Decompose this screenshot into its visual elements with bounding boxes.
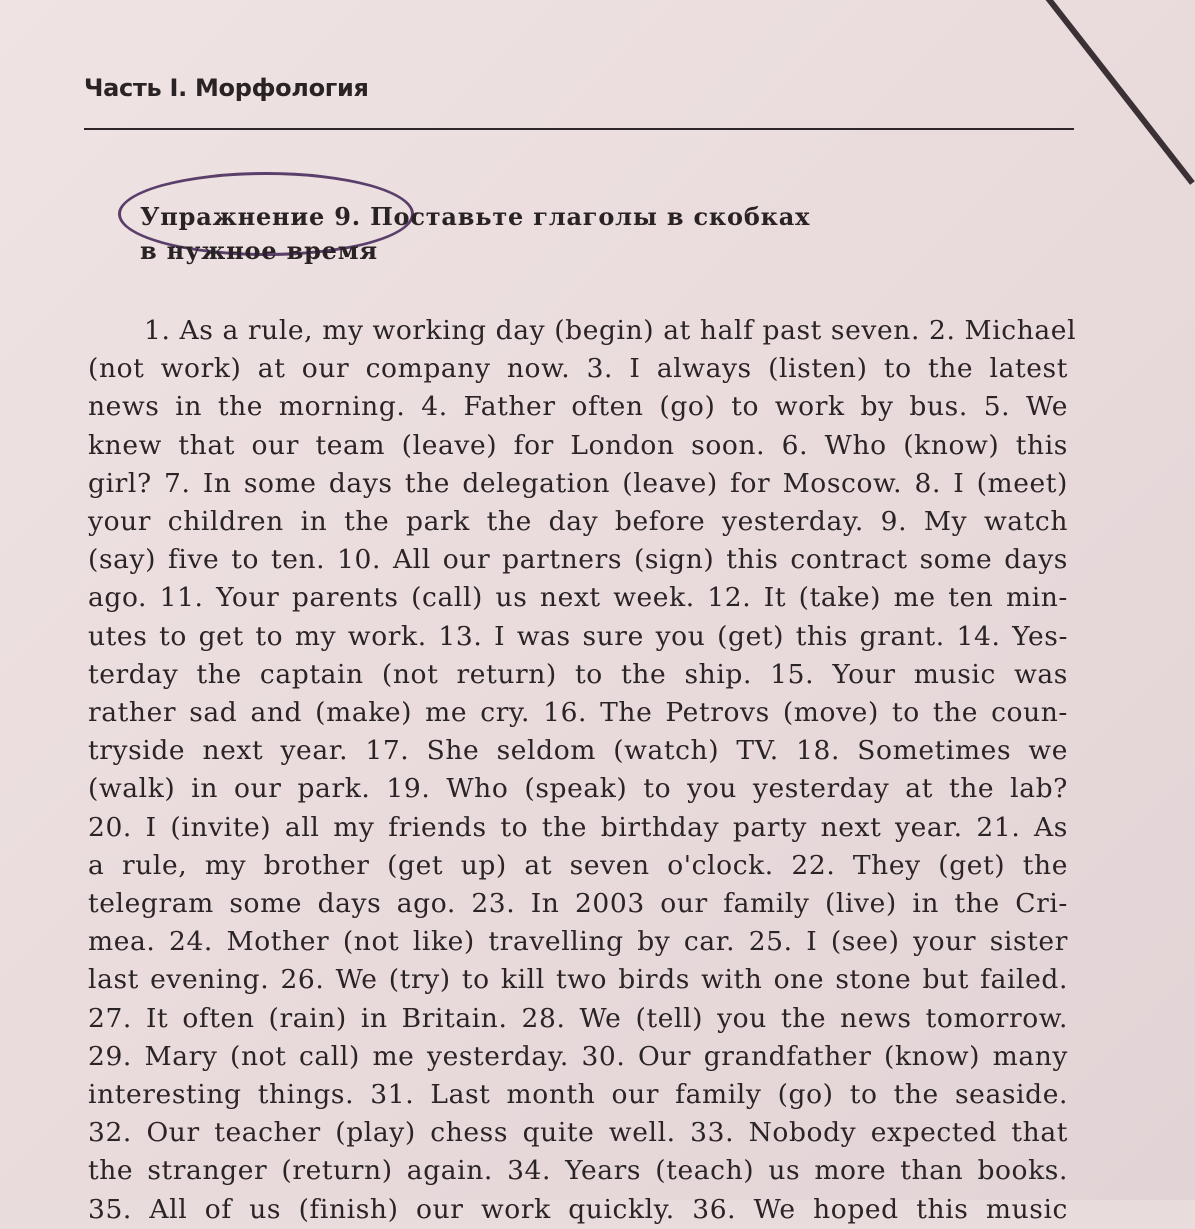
text-line: mea. 24. Mother (not like) travelling by car. 25. I (see) your sister xyxy=(88,926,1068,958)
text-line: a rule, my brother (get up) at seven o'clock. 22. They (get) the xyxy=(88,849,1068,881)
text-line: (say) five to ten. 10. All our partners (sign) this contract some days xyxy=(88,544,1068,576)
text-line: ago. 11. Your parents (call) us next week. 12. It (take) me ten min- xyxy=(88,582,1068,614)
text-line: 35. All of us (finish) our work quickly. 36. We hoped this music xyxy=(88,1193,1068,1225)
exercise-body xyxy=(88,312,1077,1229)
exercise-instruction-1: Поставьте глаголы в скобках xyxy=(370,202,811,231)
text-line: 27. It often (rain) in Britain. 28. We (tell) you the news tomorrow. xyxy=(88,1002,1068,1034)
exercise-instruction-2: в нужное время xyxy=(140,236,378,265)
running-header: Часть I. Морфология xyxy=(84,74,369,102)
text-line: the stranger (return) again. 34. Years (teach) us more than books. xyxy=(88,1155,1068,1187)
text-line: terday the captain (not return) to the ship. 15. Your music was xyxy=(88,658,1068,690)
text-line: girl? 7. In some days the delegation (leave) for Moscow. 8. I (meet) xyxy=(88,467,1068,499)
text-line: (walk) in our park. 19. Who (speak) to you yesterday at the lab? xyxy=(88,773,1068,805)
page-edge-shadow xyxy=(1030,0,1195,185)
text-line: utes to get to my work. 13. I was sure you (get) this grant. 14. Yes- xyxy=(88,620,1068,652)
text-line: (not work) at our company now. 3. I always (listen) to the latest xyxy=(88,353,1068,385)
text-line: last evening. 26. We (try) to kill two birds with one stone but failed. xyxy=(88,964,1068,996)
text-line: your children in the park the day before yesterday. 9. My watch xyxy=(88,506,1068,538)
exercise-title xyxy=(140,200,900,268)
text-line: knew that our team (leave) for London soon. 6. Who (know) this xyxy=(88,429,1068,461)
exercise-number: Упражнение 9. xyxy=(140,202,361,231)
text-line: 20. I (invite) all my friends to the birthday party next year. 21. As xyxy=(88,811,1068,843)
text-line: telegram some days ago. 23. In 2003 our family (live) in the Cri- xyxy=(88,888,1068,920)
header-rule xyxy=(84,128,1074,130)
text-line: rather sad and (make) me cry. 16. The Petrovs (move) to the coun- xyxy=(88,697,1068,729)
text-line: tryside next year. 17. She seldom (watch) TV. 18. Sometimes we xyxy=(88,735,1068,767)
text-line: interesting things. 31. Last month our family (go) to the seaside. xyxy=(88,1079,1068,1111)
text-line: 1. As a rule, my working day (begin) at half past seven. 2. Michael xyxy=(144,315,1077,346)
text-line: 32. Our teacher (play) chess quite well. 33. Nobody expected that xyxy=(88,1117,1068,1149)
text-line: 29. Mary (not call) me yesterday. 30. Our grandfather (know) many xyxy=(88,1040,1068,1072)
text-line: news in the morning. 4. Father often (go) to work by bus. 5. We xyxy=(88,391,1068,423)
